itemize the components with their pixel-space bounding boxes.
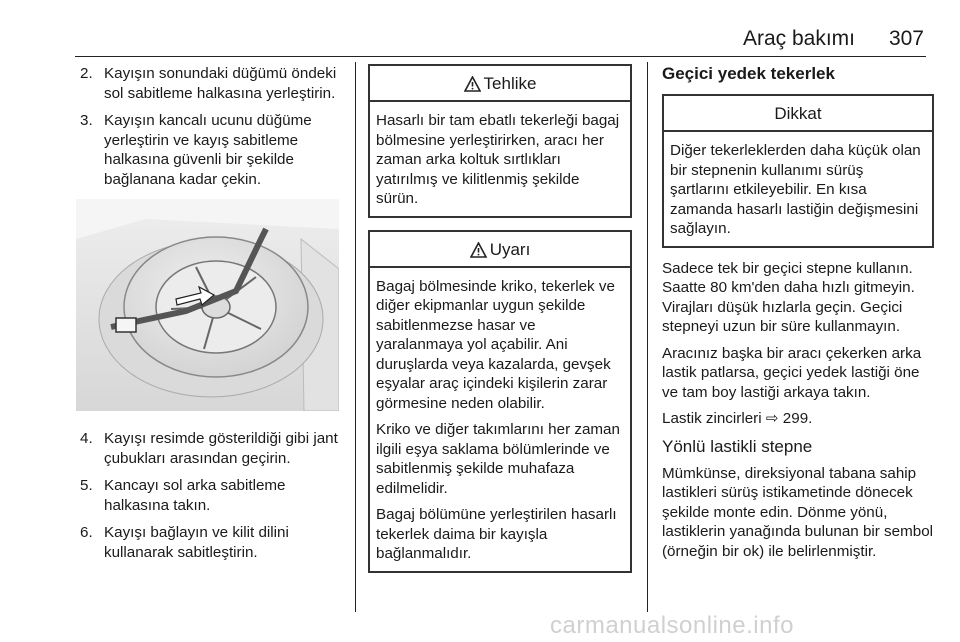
warning-triangle-icon	[470, 242, 487, 258]
step-text: Kayışın kancalı ucunu düğüme yerleştirin ve kayış sabitleme halkasına güvenli bir şekilde bağlanana kadar çekin.	[104, 112, 312, 188]
step-text: Kayışı resimde gösterildiği gibi jant çubukları arasından geçirin.	[104, 430, 338, 467]
column-2	[368, 64, 632, 584]
spare-wheel-illustration	[76, 199, 339, 411]
page-number: 307	[888, 27, 924, 50]
warning-box-paragraph: Kriko ve diğer takımlarını her zaman ilgili eşya saklama bölümlerinde ve sabitlenmiş şekilde muhafaza edilmelidir.	[376, 421, 620, 497]
paragraph-cross-reference	[662, 409, 934, 429]
danger-box-text: Hasarlı bir tam ebatlı tekerleği bagaj bölmesine yerleştirirken, aracı her zaman arka koltuk sırtlıkları yatırılmış ve kilitlenmiş şekilde sürün.	[376, 112, 620, 207]
column-divider	[647, 62, 648, 612]
step-number: 3.	[80, 112, 93, 129]
cross-reference-text: Lastik zincirleri	[662, 410, 762, 427]
danger-box	[368, 64, 632, 218]
step-text: Kayışı bağlayın ve kilit dilini kullanarak sabitleştirin.	[104, 524, 289, 561]
step-item	[80, 111, 345, 189]
step-item	[80, 429, 345, 468]
cross-reference-page[interactable]: 299.	[782, 410, 813, 427]
step-text: Kancayı sol arka sabitleme halkasına takın.	[104, 477, 286, 514]
paragraph: Sadece tek bir geçici stepne kullanın. Saatte 80 km'den daha hızlı gitmeyin. Virajları düşük hızlarla geçin. Geçici stepneyi uzun bir süre kullanmayın.	[662, 259, 915, 335]
danger-box-title: Tehlike	[483, 74, 537, 93]
caution-box	[662, 94, 934, 248]
step-number: 5.	[80, 477, 93, 494]
step-item	[80, 476, 345, 515]
arrow-right-icon: ⇨	[765, 410, 779, 427]
warning-box	[368, 230, 632, 573]
step-item	[80, 64, 345, 103]
caution-box-title: Dikkat	[664, 96, 932, 132]
watermark: carmanualsonline.info	[550, 612, 794, 639]
step-item	[80, 523, 345, 562]
page-header-title: Araç bakımı	[742, 27, 855, 50]
column-divider	[355, 62, 356, 612]
caution-box-text: Diğer tekerleklerden daha küçük olan bir stepnenin kullanımı sürüş şartlarını etkileyebilir. En kısa zamanda hasarlı lastiğin değişmesini sağlayın.	[670, 142, 921, 237]
paragraph: Aracınız başka bir aracı çekerken arka lastik patlarsa, geçici yedek lastiği öne ve tam boy lastiği arkaya takın.	[662, 344, 922, 401]
column-1	[80, 64, 345, 570]
section-heading: Geçici yedek tekerlek	[662, 64, 835, 83]
step-number: 4.	[80, 430, 93, 447]
danger-box-header	[370, 66, 630, 102]
column-3	[662, 64, 934, 568]
warning-box-header	[370, 232, 630, 268]
step-number: 2.	[80, 65, 93, 82]
step-number: 6.	[80, 524, 93, 541]
warning-box-title: Uyarı	[489, 239, 531, 259]
warning-box-paragraph: Bagaj bölmesinde kriko, tekerlek ve diğer ekipmanlar uygun şekilde sabitlenmezse hasar ve yaralanmaya yol açabilir. Ani duruşlarda veya kazalarda, gevşek eşyalar araç içindeki kişilerin zarar görmesine neden olabilir.	[376, 277, 615, 412]
warning-triangle-icon	[464, 76, 481, 92]
warning-box-paragraph: Bagaj bölümüne yerleştirilen hasarlı tekerlek daima bir kayışla bağlanmalıdır.	[376, 506, 617, 562]
paragraph: Mümkünse, direksiyonal tabana sahip lastikleri sürüş istikametinde dönecek şekilde monte edin. Dönme yönü, lastiklerin yanağında bulunan bir sembol (örneğin bir ok) ile belirlenmiştir.	[662, 464, 934, 560]
header-divider	[75, 56, 926, 57]
subsection-heading: Yönlü lastikli stepne	[662, 436, 813, 456]
step-text: Kayışın sonundaki düğümü öndeki sol sabitleme halkasına yerleştirin.	[104, 65, 337, 102]
